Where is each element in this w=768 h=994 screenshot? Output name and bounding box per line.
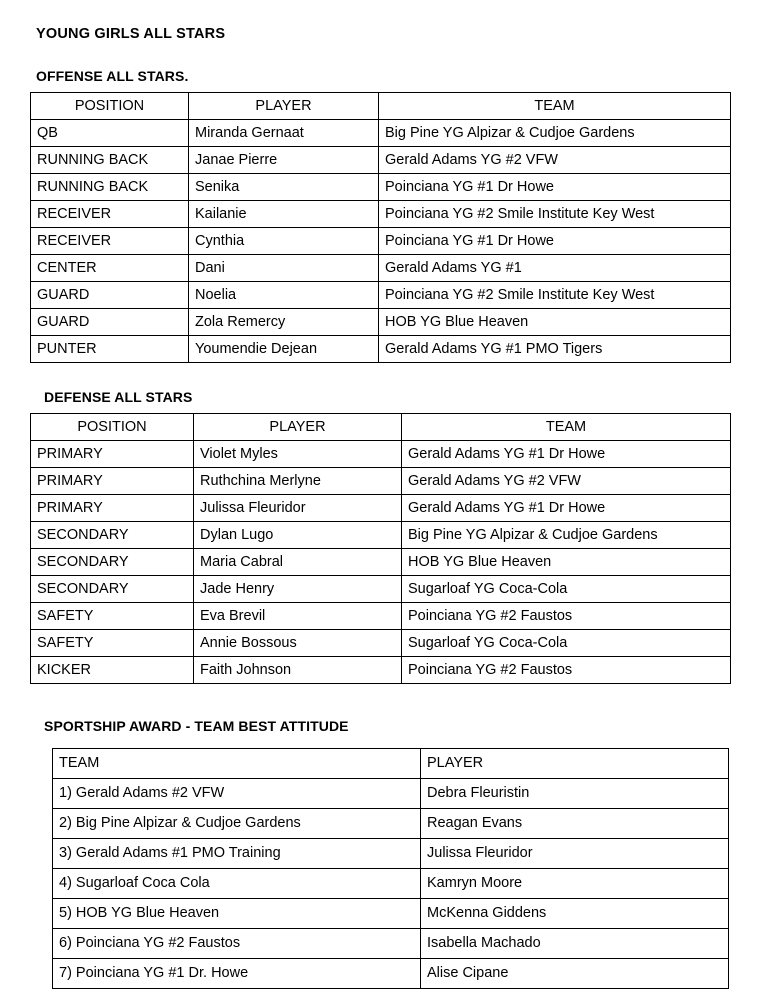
cell-player: Ruthchina Merlyne — [194, 468, 402, 495]
cell-player: Youmendie Dejean — [189, 336, 379, 363]
defense-all-stars-table — [30, 413, 731, 684]
cell-team: Sugarloaf YG Coca-Cola — [402, 576, 731, 603]
cell-team: 6) Poinciana YG #2 Faustos — [53, 929, 421, 959]
column-header-position: POSITION — [31, 93, 189, 120]
cell-player: Jade Henry — [194, 576, 402, 603]
cell-player: Cynthia — [189, 228, 379, 255]
cell-team: 2) Big Pine Alpizar & Cudjoe Gardens — [53, 809, 421, 839]
cell-player: Debra Fleuristin — [421, 779, 729, 809]
cell-team: Poinciana YG #2 Faustos — [402, 603, 731, 630]
cell-player: Julissa Fleuridor — [421, 839, 729, 869]
column-header-team: TEAM — [402, 414, 731, 441]
column-header-team: TEAM — [53, 749, 421, 779]
sportship-section-heading: SPORTSHIP AWARD - TEAM BEST ATTITUDE — [44, 718, 349, 734]
cell-team: Poinciana YG #1 Dr Howe — [379, 228, 731, 255]
table-header-row — [53, 749, 729, 779]
table-row — [31, 147, 731, 174]
table-row — [31, 603, 731, 630]
cell-team: Gerald Adams YG #1 Dr Howe — [402, 495, 731, 522]
cell-team: HOB YG Blue Heaven — [402, 549, 731, 576]
cell-team: Gerald Adams YG #1 PMO Tigers — [379, 336, 731, 363]
table-row — [31, 441, 731, 468]
cell-player: Janae Pierre — [189, 147, 379, 174]
cell-team: HOB YG Blue Heaven — [379, 309, 731, 336]
cell-player: Violet Myles — [194, 441, 402, 468]
cell-position: KICKER — [31, 657, 194, 684]
table-row — [31, 576, 731, 603]
cell-player: Miranda Gernaat — [189, 120, 379, 147]
cell-position: RECEIVER — [31, 201, 189, 228]
table-row — [53, 869, 729, 899]
cell-team: Big Pine YG Alpizar & Cudjoe Gardens — [379, 120, 731, 147]
cell-team: Gerald Adams YG #2 VFW — [379, 147, 731, 174]
cell-position: CENTER — [31, 255, 189, 282]
cell-team: Gerald Adams YG #1 Dr Howe — [402, 441, 731, 468]
cell-team: 4) Sugarloaf Coca Cola — [53, 869, 421, 899]
cell-team: 1) Gerald Adams #2 VFW — [53, 779, 421, 809]
cell-position: SAFETY — [31, 603, 194, 630]
table-row — [53, 809, 729, 839]
table-row — [31, 495, 731, 522]
page-title: YOUNG GIRLS ALL STARS — [36, 26, 226, 42]
cell-player: Kamryn Moore — [421, 869, 729, 899]
table-row — [31, 120, 731, 147]
cell-team: Gerald Adams YG #1 — [379, 255, 731, 282]
cell-team: Sugarloaf YG Coca-Cola — [402, 630, 731, 657]
offense-all-stars-table — [30, 92, 731, 363]
cell-player: Dylan Lugo — [194, 522, 402, 549]
defense-section-heading: DEFENSE ALL STARS — [44, 389, 193, 405]
table-row — [53, 779, 729, 809]
cell-position: RECEIVER — [31, 228, 189, 255]
cell-position: GUARD — [31, 282, 189, 309]
cell-player: Eva Brevil — [194, 603, 402, 630]
table-row — [31, 336, 731, 363]
table-row — [31, 309, 731, 336]
cell-player: McKenna Giddens — [421, 899, 729, 929]
cell-position: PUNTER — [31, 336, 189, 363]
cell-team: Gerald Adams YG #2 VFW — [402, 468, 731, 495]
cell-player: Reagan Evans — [421, 809, 729, 839]
cell-position: PRIMARY — [31, 441, 194, 468]
column-header-player: PLAYER — [421, 749, 729, 779]
cell-position: SAFETY — [31, 630, 194, 657]
table-row — [53, 839, 729, 869]
column-header-player: PLAYER — [189, 93, 379, 120]
cell-player: Alise Cipane — [421, 959, 729, 989]
cell-position: GUARD — [31, 309, 189, 336]
cell-player: Annie Bossous — [194, 630, 402, 657]
cell-player: Noelia — [189, 282, 379, 309]
table-row — [31, 549, 731, 576]
cell-position: PRIMARY — [31, 468, 194, 495]
cell-player: Maria Cabral — [194, 549, 402, 576]
cell-player: Isabella Machado — [421, 929, 729, 959]
cell-position: QB — [31, 120, 189, 147]
cell-team: Big Pine YG Alpizar & Cudjoe Gardens — [402, 522, 731, 549]
table-row — [31, 282, 731, 309]
cell-position: SECONDARY — [31, 549, 194, 576]
column-header-position: POSITION — [31, 414, 194, 441]
cell-team: Poinciana YG #1 Dr Howe — [379, 174, 731, 201]
table-row — [31, 228, 731, 255]
cell-player: Senika — [189, 174, 379, 201]
table-row — [31, 630, 731, 657]
cell-position: RUNNING BACK — [31, 147, 189, 174]
cell-position: PRIMARY — [31, 495, 194, 522]
cell-team: 5) HOB YG Blue Heaven — [53, 899, 421, 929]
table-row — [53, 899, 729, 929]
table-row — [31, 522, 731, 549]
cell-player: Faith Johnson — [194, 657, 402, 684]
cell-player: Julissa Fleuridor — [194, 495, 402, 522]
table-row — [31, 201, 731, 228]
cell-position: SECONDARY — [31, 522, 194, 549]
cell-position: RUNNING BACK — [31, 174, 189, 201]
cell-team: 3) Gerald Adams #1 PMO Training — [53, 839, 421, 869]
table-row — [31, 657, 731, 684]
cell-team: Poinciana YG #2 Smile Institute Key West — [379, 201, 731, 228]
table-row — [31, 174, 731, 201]
cell-position: SECONDARY — [31, 576, 194, 603]
cell-player: Dani — [189, 255, 379, 282]
cell-team: Poinciana YG #2 Smile Institute Key West — [379, 282, 731, 309]
cell-player: Zola Remercy — [189, 309, 379, 336]
cell-team: 7) Poinciana YG #1 Dr. Howe — [53, 959, 421, 989]
sportship-award-table — [52, 748, 729, 989]
table-row — [31, 255, 731, 282]
table-row — [53, 959, 729, 989]
table-header-row — [31, 414, 731, 441]
cell-player: Kailanie — [189, 201, 379, 228]
table-row — [31, 468, 731, 495]
cell-team: Poinciana YG #2 Faustos — [402, 657, 731, 684]
table-row — [53, 929, 729, 959]
column-header-team: TEAM — [379, 93, 731, 120]
column-header-player: PLAYER — [194, 414, 402, 441]
offense-section-heading: OFFENSE ALL STARS. — [36, 68, 189, 84]
table-header-row — [31, 93, 731, 120]
